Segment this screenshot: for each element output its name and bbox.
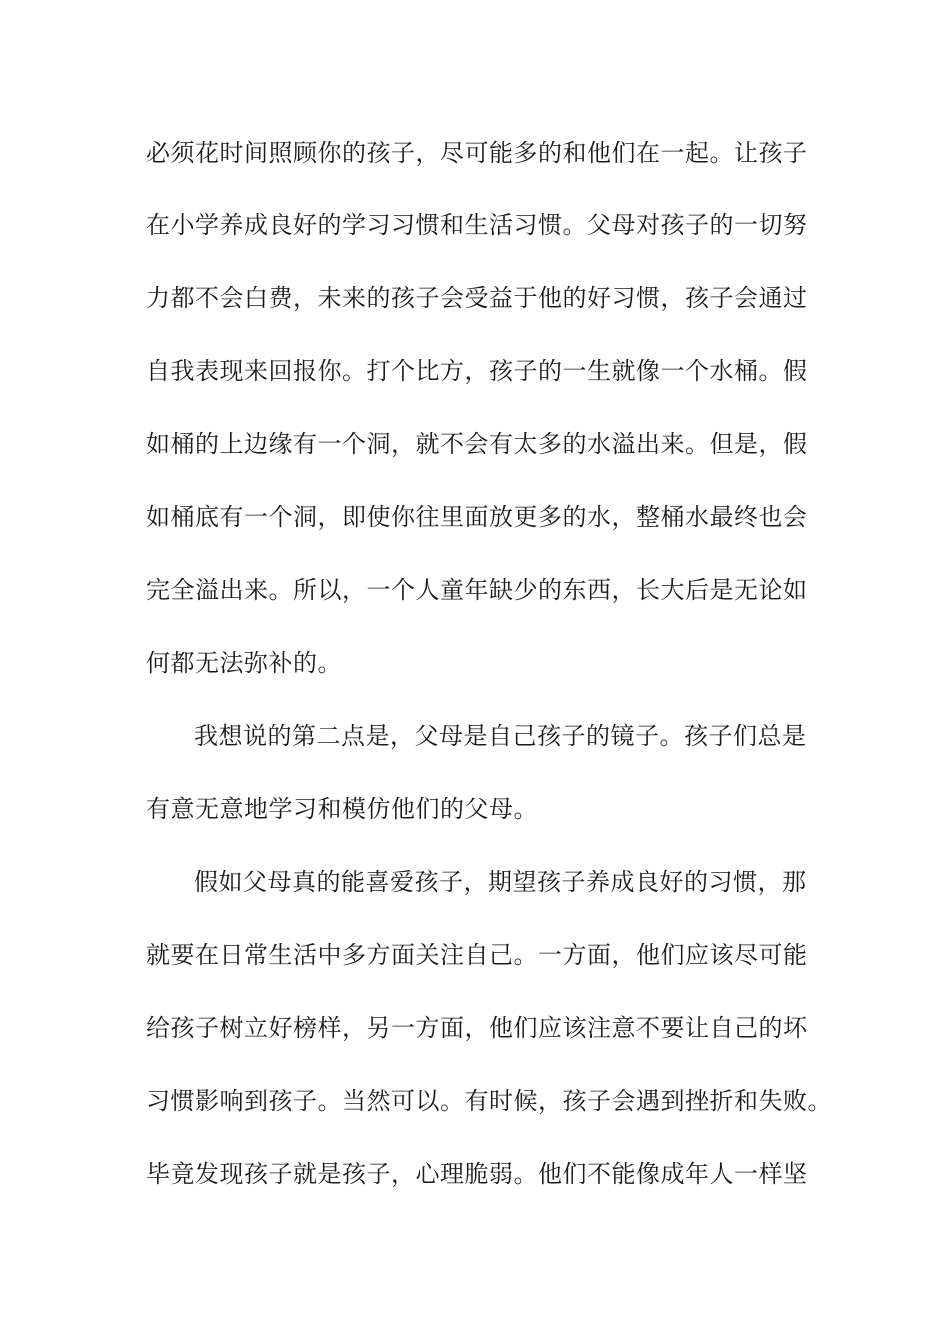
text-line: 力都不会白费，未来的孩子会受益于他的好习惯，孩子会通过 [146, 284, 808, 312]
text-line: 习惯影响到孩子。当然可以。有时候，孩子会遇到挫折和失败。 [146, 1087, 832, 1115]
text-line: 在小学养成良好的学习习惯和生活习惯。父母对孩子的一切努 [146, 211, 808, 239]
text-line: 如桶底有一个洞，即使你往里面放更多的水，整桶水最终也会 [146, 503, 808, 531]
text-line: 毕竟发现孩子就是孩子，心理脆弱。他们不能像成年人一样坚 [146, 1160, 808, 1188]
text-line: 自我表现来回报你。打个比方，孩子的一生就像一个水桶。假 [146, 357, 808, 385]
text-line: 就要在日常生活中多方面关注自己。一方面，他们应该尽可能 [146, 941, 808, 969]
text-line: 必须花时间照顾你的孩子，尽可能多的和他们在一起。让孩子 [146, 139, 808, 167]
text-line: 给孩子树立好榜样，另一方面，他们应该注意不要让自己的坏 [146, 1014, 808, 1042]
text-line: 有意无意地学习和模仿他们的父母。 [146, 795, 538, 823]
paragraph-start-line: 我想说的第二点是，父母是自己孩子的镜子。孩子们总是 [194, 722, 807, 750]
paragraph-start-line: 假如父母真的能喜爱孩子，期望孩子养成良好的习惯，那 [194, 868, 807, 896]
text-line: 完全溢出来。所以，一个人童年缺少的东西，长大后是无论如 [146, 576, 808, 604]
text-line: 何都无法弥补的。 [146, 649, 342, 677]
text-line: 如桶的上边缘有一个洞，就不会有太多的水溢出来。但是，假 [146, 430, 808, 458]
